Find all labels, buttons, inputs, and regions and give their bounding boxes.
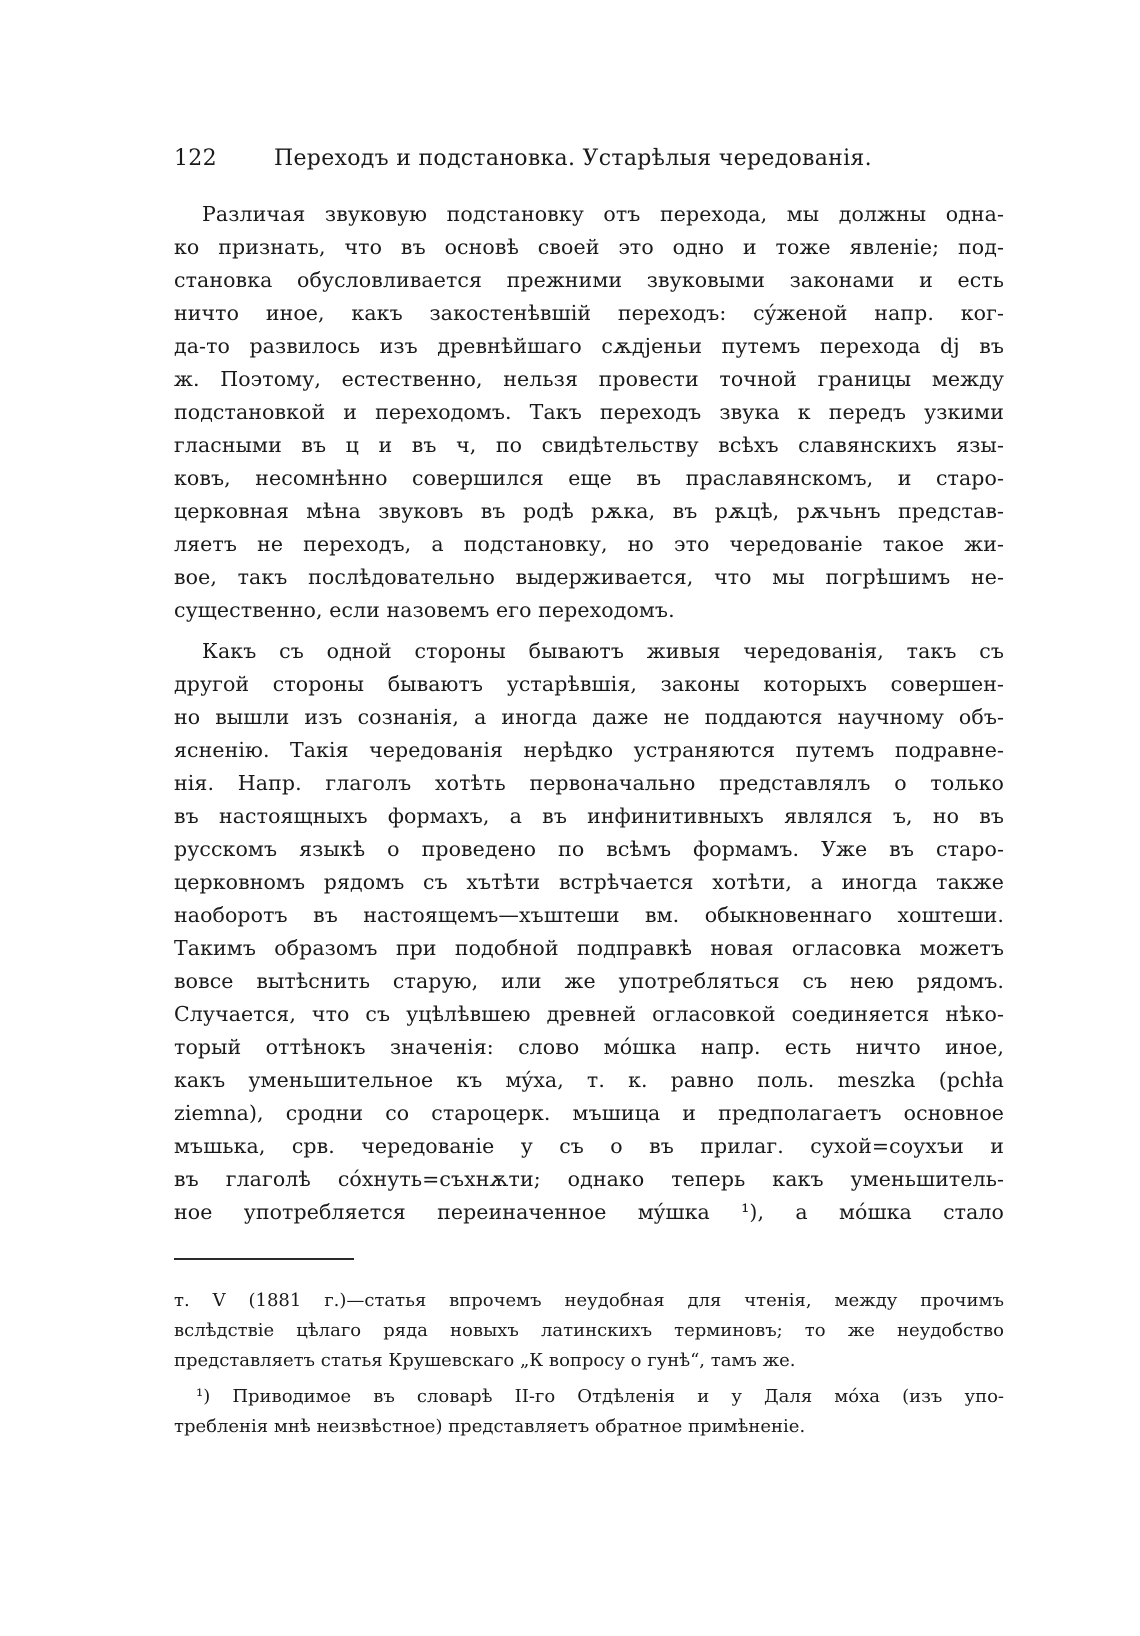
footnote-line: требленія мнѣ неизвѣстное) представляетъ обратное примѣненіе.	[174, 1416, 806, 1437]
running-title: Переходъ и подстановка. Устарѣлыя чередованія.	[274, 146, 872, 171]
text-line: но вышли изъ сознанія, а иногда даже не поддаются научному объ-	[174, 705, 1004, 729]
text-line: нія. Напр. глаголъ хотѣть первоначально представлялъ о только	[174, 771, 1004, 795]
text-line: становка обусловливается прежними звуковыми законами и есть	[174, 268, 1004, 292]
footnote-line: представляетъ статья Крушевскаго „К вопросу о гунѣ“, тамъ же.	[174, 1350, 796, 1371]
text-line: церковная мѣна звуковъ въ родѣ рѫка, въ рѫцѣ, рѫчьнъ представ-	[174, 499, 1004, 523]
page-number: 122	[174, 146, 217, 171]
text-line: ж. Поэтому, естественно, нельзя провести точной границы между	[174, 367, 1004, 391]
footnote-line: т. V (1881 г.)—статья впрочемъ неудобная для чтенія, между прочимъ	[174, 1290, 1004, 1311]
text-line: ное употребляется переиначенное мýшка ¹), а мóшка стало	[174, 1200, 1004, 1224]
text-line: ковъ, несомнѣнно совершился еще въ праславянскомъ, и старо-	[174, 466, 1004, 490]
footnotes	[174, 1286, 1004, 1448]
footnote-line: ¹) Приводимое въ словарѣ II-го Отдѣленія и у Даля мóха (изъ упо-	[196, 1386, 1004, 1407]
text-line: русскомъ языкѣ о проведено по всѣмъ формамъ. Уже въ старо-	[174, 837, 1004, 861]
text-line: какъ уменьшительное къ мýха, т. к. равно поль. meszka (pchła	[174, 1068, 1004, 1092]
footnote-1	[174, 1382, 1004, 1442]
text-line: ляетъ не переходъ, а подстановку, но это чередованіе такое жи-	[174, 532, 1004, 556]
text-line: церковномъ рядомъ съ хътѣти встрѣчается хотѣти, а иногда также	[174, 870, 1004, 894]
text-line: ничто иное, какъ закостенѣвшій переходъ: сýженой напр. ког-	[174, 301, 1004, 325]
text-line: существенно, если назовемъ его переходомъ.	[174, 598, 675, 622]
text-line: ко признать, что въ основѣ своей это одно и тоже явленіе; под-	[174, 235, 1004, 259]
text-line: Случается, что съ уцѣлѣвшею древней огласовкой соединяется нѣко-	[174, 1002, 1004, 1026]
text-line: въ настоящныхъ формахъ, а въ инфинитивныхъ являлся ъ, но въ	[174, 804, 1004, 828]
text-line: гласными въ ц и въ ч, по свидѣтельству всѣхъ славянскихъ язы-	[174, 433, 1004, 457]
text-line: Какъ съ одной стороны бываютъ живыя чередованія, такъ съ	[202, 639, 1004, 663]
page-header	[174, 146, 1004, 180]
footnote-line: вслѣдствіе цѣлаго ряда новыхъ латинскихъ терминовъ; то же неудобство	[174, 1320, 1004, 1341]
paragraph-2	[174, 635, 1004, 1229]
text-line: ясненію. Такія чередованія нерѣдко устраняются путемъ подравне-	[174, 738, 1004, 762]
text-line: мъшька, срв. чередованіе у съ о въ прилаг. сухой=соухъи и	[174, 1134, 1004, 1158]
text-line: Такимъ образомъ при подобной подправкѣ новая огласовка можетъ	[174, 936, 1004, 960]
text-line: другой стороны бываютъ устарѣвшія, законы которыхъ совершен-	[174, 672, 1004, 696]
text-line: вое, такъ послѣдовательно выдерживается, что мы погрѣшимъ не-	[174, 565, 1004, 589]
body-text	[174, 198, 1004, 1237]
text-line: наоборотъ въ настоящемъ—хъштеши вм. обыкновеннаго хоштеши.	[174, 903, 1004, 927]
text-line: да-то развилось изъ древнѣйшаго сѫдjеньи путемъ перехода dj въ	[174, 334, 1004, 358]
text-line: въ глаголѣ сóхнуть=съхнѫти; однако теперь какъ уменьшитель-	[174, 1167, 1004, 1191]
text-line: вовсе вытѣснить старую, или же употребляться съ нею рядомъ.	[174, 969, 1004, 993]
text-line: подстановкой и переходомъ. Такъ переходъ звука к передъ узкими	[174, 400, 1004, 424]
text-line: Различая звуковую подстановку отъ перехода, мы должны одна-	[202, 202, 1004, 226]
footnote-divider	[174, 1258, 354, 1260]
text-line: торый оттѣнокъ значенія: слово мóшка напр. есть ничто иное,	[174, 1035, 1004, 1059]
footnote-continuation	[174, 1286, 1004, 1376]
text-line: ziemna), сродни со староцерк. мъшица и предполагаетъ основное	[174, 1101, 1004, 1125]
paragraph-1	[174, 198, 1004, 627]
